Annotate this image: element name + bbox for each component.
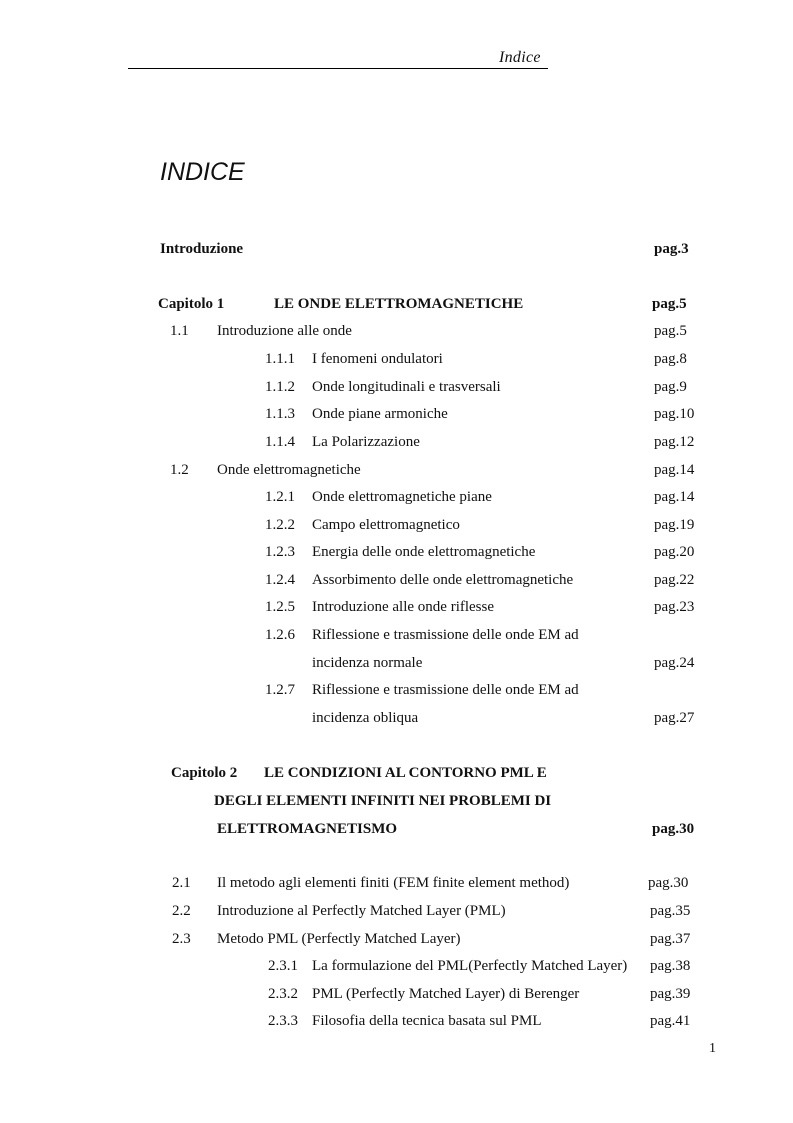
toc-entry-title: Assorbimento delle onde elettromagnetiche xyxy=(312,572,574,588)
chapter2-title-line1: LE CONDIZIONI AL CONTORNO PML E xyxy=(264,765,547,781)
toc-entry-title: Onde elettromagnetiche xyxy=(217,462,361,478)
toc-entry-title: Metodo PML (Perfectly Matched Layer) xyxy=(217,931,461,947)
toc-entry-page: pag.19 xyxy=(654,517,695,533)
toc-entry-page: pag.22 xyxy=(654,572,695,588)
chapter2-title-line3: ELETTROMAGNETISMO xyxy=(217,821,398,837)
chapter2-title-line2: DEGLI ELEMENTI INFINITI NEI PROBLEMI DI xyxy=(214,793,552,809)
chapter1-label: Capitolo 1 xyxy=(158,296,225,312)
toc-entry-number: 2.2 xyxy=(172,903,191,919)
toc-entry-page: pag.38 xyxy=(650,958,691,974)
toc-entry-page: pag.27 xyxy=(654,710,695,726)
toc-entry-title: PML (Perfectly Matched Layer) di Berenger xyxy=(312,986,580,1002)
toc-entry-number: 1.2 xyxy=(170,462,189,478)
toc-entry-title: La formulazione del PML(Perfectly Matched Layer) xyxy=(312,958,628,974)
toc-entry-number: 1.2.4 xyxy=(265,572,295,588)
page-title: INDICE xyxy=(160,158,245,186)
toc-entry-title-continued: incidenza obliqua xyxy=(312,710,419,726)
toc-entry-page: pag.5 xyxy=(654,323,687,339)
toc-entry-number: 1.2.5 xyxy=(265,599,295,615)
toc-entry-page: pag.14 xyxy=(654,489,695,505)
toc-entry-page: pag.37 xyxy=(650,931,691,947)
toc-entry-page: pag.41 xyxy=(650,1013,691,1029)
toc-entry-number: 1.2.2 xyxy=(265,517,295,533)
toc-entry-page: pag.39 xyxy=(650,986,691,1002)
toc-entry-page: pag.20 xyxy=(654,544,695,560)
chapter2-page: pag.30 xyxy=(652,821,695,837)
toc-entry-title: Onde elettromagnetiche piane xyxy=(312,489,492,505)
toc-entry-title: Campo elettromagnetico xyxy=(312,517,460,533)
toc-entry-title-continued: incidenza normale xyxy=(312,655,423,671)
toc-intro-page: pag.3 xyxy=(654,241,689,257)
running-header: Indice xyxy=(499,49,541,66)
toc-entry-title: Energia delle onde elettromagnetiche xyxy=(312,544,536,560)
chapter2-label: Capitolo 2 xyxy=(171,765,238,781)
toc-entry-number: 1.1.3 xyxy=(265,406,295,422)
toc-entry-number: 1.2.1 xyxy=(265,489,295,505)
toc-entry-number: 2.3.2 xyxy=(268,986,298,1002)
toc-entry-number: 1.1.2 xyxy=(265,379,295,395)
toc-entry-page: pag.12 xyxy=(654,434,695,450)
toc-entry-title: La Polarizzazione xyxy=(312,434,420,450)
toc-entry-page: pag.8 xyxy=(654,351,687,367)
toc-entry-number: 1.1.1 xyxy=(265,351,295,367)
toc-entry-number: 1.2.6 xyxy=(265,627,295,643)
toc-entry-title: Introduzione alle onde riflesse xyxy=(312,599,495,615)
header-rule xyxy=(128,68,548,69)
toc-entry-title: Introduzione alle onde xyxy=(217,323,352,339)
toc-entry-title: I fenomeni ondulatori xyxy=(312,351,443,367)
toc-intro-label: Introduzione xyxy=(160,241,244,257)
toc-entry-number: 2.3.1 xyxy=(268,958,298,974)
toc-entry-page: pag.24 xyxy=(654,655,695,671)
toc-entry-page: pag.14 xyxy=(654,462,695,478)
toc-entry-title: Riflessione e trasmissione delle onde EM ad xyxy=(312,627,579,643)
toc-entry-page: pag.30 xyxy=(648,875,689,891)
toc-entry-title: Onde piane armoniche xyxy=(312,406,448,422)
chapter1-page: pag.5 xyxy=(652,296,687,312)
toc-entry-number: 2.1 xyxy=(172,875,191,891)
toc-entry-title: Riflessione e trasmissione delle onde EM ad xyxy=(312,682,579,698)
toc-entry-page: pag.10 xyxy=(654,406,695,422)
chapter1-title: LE ONDE ELETTROMAGNETICHE xyxy=(274,296,524,312)
toc-entry-title: Filosofia della tecnica basata sul PML xyxy=(312,1013,542,1029)
toc-entry-title: Il metodo agli elementi finiti (FEM finite element method) xyxy=(217,875,570,891)
toc-entry-number: 1.2.7 xyxy=(265,682,295,698)
toc-entry-number: 1.2.3 xyxy=(265,544,295,560)
toc-entry-number: 2.3.3 xyxy=(268,1013,298,1029)
toc-entry-page: pag.23 xyxy=(654,599,695,615)
toc-entry-page: pag.35 xyxy=(650,903,691,919)
toc-entry-number: 1.1.4 xyxy=(265,434,295,450)
toc-entry-title: Introduzione al Perfectly Matched Layer (PML) xyxy=(217,903,506,919)
page-number: 1 xyxy=(709,1041,716,1056)
toc-entry-number: 2.3 xyxy=(172,931,191,947)
toc-entry-title: Onde longitudinali e trasversali xyxy=(312,379,501,395)
toc-entry-page: pag.9 xyxy=(654,379,687,395)
toc-entry-number: 1.1 xyxy=(170,323,189,339)
